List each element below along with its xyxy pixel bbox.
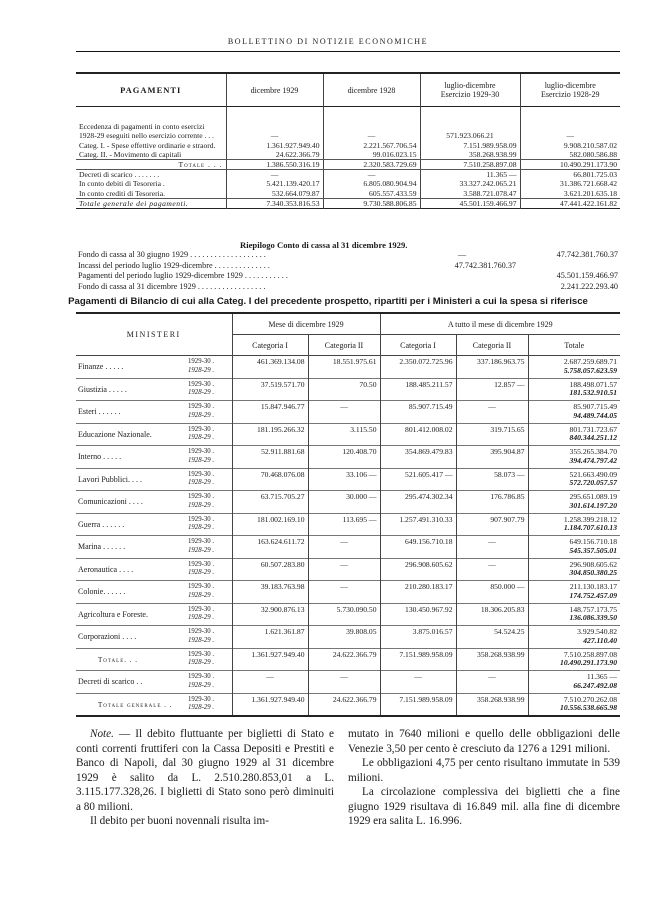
cell: 3.929.540.82 (577, 627, 617, 637)
row-label: Totale . . . (76, 159, 226, 169)
col-header-cat2: Categoria II (308, 335, 380, 356)
cell: 148.757.173.75 (569, 604, 617, 614)
table-row (76, 141, 620, 150)
year-label: 1928-29 . (188, 456, 215, 464)
note-text: Il debito per buoni novennali risulta im- (90, 815, 269, 827)
ministry-name: Decreti di scarico . . (78, 677, 143, 687)
year-label: 1929-30 . (188, 628, 215, 636)
cell: 2.350.072.725.96 (399, 357, 453, 367)
cell: 63.715.705.27 (260, 492, 305, 502)
table-row (76, 468, 620, 491)
cell: 649.156.710.18 (569, 537, 617, 547)
cell: 295.651.089.19 (569, 492, 617, 502)
table-row (76, 693, 620, 716)
cell: 33.327.242.065.21 (420, 179, 520, 188)
cell: — (323, 170, 420, 180)
cell: 358.268.938.99 (420, 150, 520, 160)
cell: 18.551.975.61 (332, 357, 377, 367)
cell: 1.386.550.316.19 (226, 159, 323, 169)
cell: 99.016.023.15 (323, 150, 420, 160)
ministry-name: Finanze . . . . . (78, 362, 124, 372)
year-label: 1929-30 . (188, 538, 215, 546)
cell: 188.498.071.57 (569, 379, 617, 389)
cell (406, 271, 518, 282)
cell: 85.907.715.49 (573, 402, 617, 412)
ministry-name: Giustizia . . . . . (78, 384, 127, 394)
year-label: 1929-30 . (188, 515, 215, 523)
riepilogo-table (76, 250, 620, 292)
cell: 70.468.076.08 (260, 469, 305, 479)
cell: 10.556.538.665.98 (560, 703, 617, 713)
cell: — (457, 250, 467, 259)
table-row (76, 446, 620, 469)
col-header-dic-1928: dicembre 1928 (323, 73, 420, 107)
table-row (76, 603, 620, 626)
cell: 6.805.080.904.94 (323, 179, 420, 188)
ministry-name: Agricoltura e Foreste. (78, 609, 148, 619)
table-row (76, 282, 620, 293)
cell: 605.557.433.59 (323, 189, 420, 199)
cell: 296.908.605.62 (569, 559, 617, 569)
row-label: Fondo di cassa al 31 dicembre 1929 . . . . . . . . . . . . . . . . . (78, 281, 266, 291)
cell: 295.474.302.34 (405, 492, 453, 502)
cell: 7.151.989.958.09 (399, 694, 453, 704)
table-row (76, 198, 620, 208)
table-row (76, 671, 620, 694)
cell: 521.663.490.09 (569, 469, 617, 479)
year-label: 1929-30 . (188, 448, 215, 456)
cell: — (488, 402, 496, 412)
row-label: Categ. II. - Movimento di capitali (76, 150, 226, 160)
cell: — (266, 672, 274, 682)
cell: 7.510.258.897.08 (420, 159, 520, 169)
year-label: 1928-29 . (188, 501, 215, 509)
cell: 1.621.361.87 (264, 627, 305, 637)
cell: 7.510.270.262.08 (563, 694, 617, 704)
cell: 7.510.258.897.08 (563, 649, 617, 659)
year-label: 1929-30 . (188, 673, 215, 681)
year-label: 1928-29 . (188, 704, 215, 712)
year-label: 1928-29 . (188, 366, 215, 374)
table-row (76, 536, 620, 559)
cell: 5.421.139.420.17 (226, 179, 323, 188)
row-label: In conto debiti di Tesoreria . (76, 179, 226, 188)
cell: 33.106 — (346, 469, 377, 479)
table-row (76, 159, 620, 169)
table-row (76, 170, 620, 180)
year-label: 1929-30 . (188, 560, 215, 568)
cell: 60.507.283.80 (260, 559, 305, 569)
cell: 3.115.50 (350, 424, 377, 434)
note-text: Le obbligazioni 4,75 per cento risultano immutate in 539 milioni. (348, 757, 620, 784)
cell: 5.730.090.50 (336, 604, 377, 614)
row-label: Totale generale dei pagamenti. (76, 198, 226, 208)
year-label: 1928-29 . (188, 659, 215, 667)
cell: — (488, 672, 496, 682)
year-label: 1929-30 . (188, 470, 215, 478)
ministry-name: Corporazioni . . . . (78, 632, 137, 642)
table-row (76, 491, 620, 514)
year-label: 1929-30 . (188, 695, 215, 703)
cell: 1.184.707.610.13 (563, 523, 617, 533)
cell: 354.869.479.83 (405, 447, 453, 457)
cell: 54.524.25 (494, 627, 525, 637)
ministry-name: Esteri . . . . . . (78, 407, 121, 417)
row-label: Fondo di cassa al 30 giugno 1929 . . . . . . . . . . . . . . . . . . . (78, 250, 266, 259)
cell: 532.664.079.87 (226, 189, 323, 199)
cell (406, 282, 518, 293)
cell: 1.258.399.218.12 (563, 514, 617, 524)
payments-table (76, 72, 620, 209)
cell: 1.257.491.310.33 (399, 514, 453, 524)
cell: 10.490.291.173.90 (520, 159, 620, 169)
year-label: 1929-30 . (188, 650, 215, 658)
cell: 176.786.85 (490, 492, 525, 502)
section-title: Pagamenti di Bilancio di cui alla Categ. I del precedente prospetto, ripartiti per i Ministeri a cui la spesa si riferisce (68, 296, 588, 307)
col-header-dic-1929: dicembre 1929 (226, 73, 323, 107)
cell: 181.002.169.10 (257, 514, 305, 524)
cell: 571.923.066.21 (420, 107, 520, 141)
table-row (76, 423, 620, 446)
row-label: Categ. I. - Spese effettive ordinarie e straord. (76, 141, 226, 150)
running-header: BOLLETTINO DI NOTIZIE ECONOMICHE (227, 37, 429, 46)
cell: 58.073 — (494, 469, 525, 479)
cell: 461.369.134.08 (257, 357, 305, 367)
cell: 2.320.583.729.69 (323, 159, 420, 169)
col-header-lugdic-1928-29: luglio-dicembre Esercizio 1928-29 (541, 81, 600, 99)
row-label: Incassi del periodo luglio 1929-dicembre . . . . . . . . . . . . . . (78, 260, 270, 270)
note-text: mutato in 7640 milioni e quello delle obbligazioni delle Venezie 3,50 per cento è cresciuto da 1276 a 1291 milioni. (348, 728, 620, 755)
cell: 47.742.381.760.37 (454, 260, 516, 270)
cell: 188.485.211.57 (405, 379, 453, 389)
cell: 31.386.721.668.42 (560, 179, 617, 189)
cell: 24.622.366.79 (226, 150, 323, 160)
cell: 85.907.715.49 (408, 402, 453, 412)
table-row (76, 513, 620, 536)
year-label: 1928-29 . (188, 546, 215, 554)
cell: 907.907.79 (490, 514, 525, 524)
cell: 39.183.763.98 (260, 582, 305, 592)
cell: 9.908.210.587.02 (563, 140, 617, 150)
col-header-cat2b: Categoria II (456, 335, 528, 356)
ministry-name: Colonie. . . . . . (78, 587, 126, 597)
col-header-cat1b: Categoria I (380, 335, 456, 356)
cell: 39.808.05 (346, 627, 377, 637)
col-header-cat1: Categoria I (232, 335, 308, 356)
year-label: 1928-29 . (188, 614, 215, 622)
table-row (76, 189, 620, 199)
col-header-lugdic-1929-30: luglio-dicembre Esercizio 1929-30 (420, 73, 520, 107)
riepilogo-title: Riepilogo Conto di cassa al 31 dicembre 1929. (240, 240, 408, 250)
cell: — (414, 672, 422, 682)
cell: 319.715.65 (490, 424, 525, 434)
cell: 37.519.571.70 (260, 379, 305, 389)
cell: — (340, 559, 348, 569)
cell: 47.441.422.161.82 (560, 198, 617, 208)
row-label: Eccedenza di pagamenti in conto esercizi 1928-29 eseguiti nello esercizio corrente . . . (76, 107, 226, 141)
cell: 11.365 — (586, 672, 617, 682)
cell: 120.408.70 (342, 447, 377, 457)
cell (518, 261, 620, 272)
cell: 801.412.008.02 (405, 424, 453, 434)
table-row (76, 261, 620, 272)
table-row (76, 250, 620, 261)
cell: 358.268.938.99 (477, 694, 525, 704)
ministry-name: Lavori Pubblici. . . . (78, 474, 142, 484)
cell: — (488, 559, 496, 569)
col-header-mese: Mese di dicembre 1929 (232, 313, 380, 335)
year-label: 1928-29 . (188, 411, 215, 419)
cell: 1.361.927.949.40 (251, 649, 305, 659)
year-label: 1929-30 . (188, 493, 215, 501)
cell: 3.621.201.635.18 (520, 189, 620, 199)
cell: 9.730.588.806.85 (323, 198, 420, 208)
cell: 572.720.057.57 (569, 478, 617, 488)
cell: 174.752.457.09 (569, 590, 617, 600)
cell: 1.361.927.949.40 (251, 694, 305, 704)
table-row (76, 356, 620, 379)
cell: 394.474.797.42 (569, 455, 617, 465)
cell: 45.501.159.466.97 (420, 198, 520, 208)
cell: 850.000 — (490, 582, 525, 592)
cell: — (226, 107, 323, 141)
cell: 10.490.291.173.90 (560, 658, 617, 668)
cell: 521.605.417 — (405, 469, 453, 479)
cell: 545.357.505.01 (569, 545, 617, 555)
year-label: 1928-29 . (188, 479, 215, 487)
cell: 181.532.910.51 (569, 388, 617, 398)
ministry-name: Totale generale . . (98, 700, 173, 709)
cell: 30.000 — (346, 492, 377, 502)
col-header-tutto: A tutto il mese di dicembre 1929 (380, 313, 620, 335)
note-text: La circolazione complessiva dei biglietti che a fine giugno 1929 risultava di 16.849 mil. alla fine di dicembre 1929 era salita L. 16.996. (348, 786, 620, 827)
cell: 304.850.380.25 (569, 568, 617, 578)
cell: 52.911.881.68 (261, 447, 305, 457)
ministry-name: Guerra . . . . . . (78, 519, 125, 529)
cell: 163.624.611.72 (257, 537, 305, 547)
ministry-name: Marina . . . . . . (78, 542, 126, 552)
cell: 94.489.744.05 (573, 410, 617, 420)
cell: 2.687.259.689.71 (563, 357, 617, 367)
cell: 11.365 — (420, 170, 520, 180)
year-label: 1929-30 . (188, 358, 215, 366)
cell: 66.801.725.03 (573, 170, 617, 180)
cell: — (226, 170, 323, 180)
cell: 7.151.989.958.09 (399, 649, 453, 659)
col-header-totale: Totale (528, 335, 620, 356)
col-header-ministeri: MINISTERI (76, 313, 232, 356)
ministries-table (76, 312, 620, 717)
table-row (76, 150, 620, 160)
year-label: 1928-29 . (188, 636, 215, 644)
row-label: In conto crediti di Tesoreria. (76, 189, 226, 199)
year-label: 1929-30 . (188, 403, 215, 411)
cell: 2.241.222.293.40 (560, 281, 618, 291)
cell: 113.695 — (342, 514, 377, 524)
cell: 337.186.963.75 (477, 357, 525, 367)
cell: 3.588.721.078.47 (420, 189, 520, 199)
cell: 32.900.876.13 (260, 604, 305, 614)
cell: 15.847.946.77 (260, 402, 305, 412)
header-rule (76, 51, 620, 52)
cell: 18.306.205.83 (480, 604, 525, 614)
note-lead: Note. (90, 728, 114, 740)
year-label: 1929-30 . (188, 380, 215, 388)
cell: — (488, 537, 496, 547)
cell: 66.247.492.08 (573, 680, 617, 690)
cell: 7.151.989.958.09 (420, 141, 520, 150)
table-row (76, 558, 620, 581)
cell: 427.110.40 (583, 635, 617, 645)
cell: 130.450.967.92 (405, 604, 453, 614)
cell: 211.130.183.17 (569, 582, 617, 592)
note-text: — Il debito fluttuante per biglietti di Stato e conti correnti fruttiferi con la Cassa Depositi e Prestiti e Banco di Napoli, dal 30 giugno 1929 al 31 dicembre 1929 è salito da L. 2.510.280.853,01 a L. 3.115.177.328,26. I biglietti di Stato sono però diminuiti a 80 milioni. (76, 728, 334, 813)
year-label: 1929-30 . (188, 583, 215, 591)
year-label: 1928-29 . (188, 591, 215, 599)
cell: 355.265.384.70 (569, 447, 617, 457)
cell: — (340, 582, 348, 592)
cell: 582.080.586.88 (520, 150, 620, 160)
col-header-pagamenti: PAGAMENTI (76, 73, 226, 107)
cell: 47.742.381.760.37 (556, 250, 618, 259)
cell: 296.908.605.62 (405, 559, 453, 569)
table-row (76, 648, 620, 671)
row-label: Decreti di scarico . . . . . . . (76, 170, 226, 180)
cell: 24.622.366.79 (332, 649, 377, 659)
row-label: Pagamenti del periodo luglio 1929-dicembre 1929 . . . . . . . . . . . (78, 271, 288, 280)
cell: 2.221.567.706.54 (323, 141, 420, 150)
cell: — (340, 402, 348, 412)
cell: 70.50 (359, 379, 377, 389)
table-row (76, 378, 620, 401)
year-label: 1929-30 . (188, 605, 215, 613)
table-row (76, 626, 620, 649)
cell: 649.156.710.18 (405, 537, 453, 547)
cell: — (340, 537, 348, 547)
cell: 358.268.938.99 (477, 649, 525, 659)
cell: 24.622.366.79 (332, 694, 377, 704)
table-row (76, 401, 620, 424)
notes-left-column (76, 727, 334, 829)
cell: 3.875.016.57 (412, 627, 453, 637)
table-row (76, 581, 620, 604)
cell: — (340, 672, 348, 682)
table-row (76, 179, 620, 188)
year-label: 1928-29 . (188, 434, 215, 442)
ministry-name: Totale. . . (98, 655, 139, 664)
cell: 840.344.251.12 (569, 433, 617, 443)
year-label: 1928-29 . (188, 681, 215, 689)
cell: 395.904.87 (490, 447, 525, 457)
cell: — (566, 131, 575, 141)
cell: 5.758.057.623.59 (563, 365, 617, 375)
cell: 301.614.197.20 (569, 500, 617, 510)
table-row (76, 107, 620, 141)
year-label: 1928-29 . (188, 569, 215, 577)
cell: 12.857 — (494, 379, 525, 389)
notes-right-column (348, 727, 620, 829)
cell: 45.501.159.466.97 (556, 271, 618, 280)
ministry-name: Educazione Nazionale. (78, 429, 152, 439)
table-row (76, 271, 620, 282)
cell: 801.731.723.67 (569, 424, 617, 434)
cell: — (323, 107, 420, 141)
ministry-name: Interno . . . . . (78, 452, 122, 462)
cell: 1.361.927.949.40 (226, 141, 323, 150)
ministry-name: Comunicazioni . . . . (78, 497, 143, 507)
cell: 7.340.353.816.53 (226, 198, 323, 208)
year-label: 1928-29 . (188, 524, 215, 532)
cell: 181.195.266.32 (257, 424, 305, 434)
cell: 210.280.183.17 (405, 582, 453, 592)
cell: 136.086.339.50 (569, 613, 617, 623)
year-label: 1929-30 . (188, 425, 215, 433)
ministry-name: Aeronautica . . . . (78, 564, 134, 574)
year-label: 1928-29 . (188, 389, 215, 397)
